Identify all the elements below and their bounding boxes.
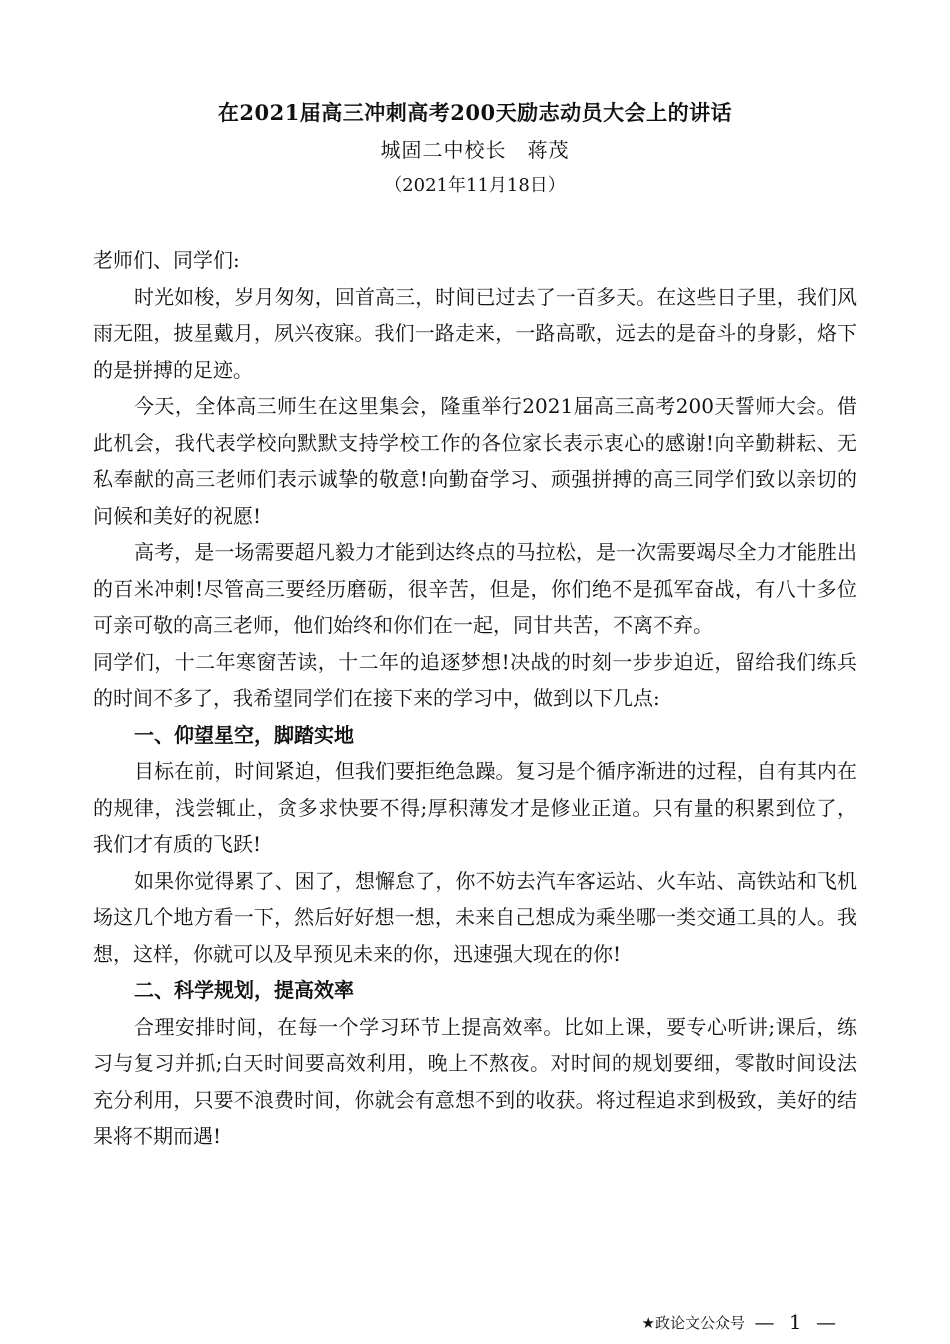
- section-heading: 一、仰望星空，脚踏实地: [134, 722, 354, 747]
- section-heading: 二、科学规划，提高效率: [134, 978, 354, 1002]
- document-author: 城固二中校长 蒋茂: [380, 138, 570, 162]
- paragraph: 今天，全体高三师生在这里集会，隆重举行2021届高三高考200天誓师大会。借此机会，我代表学校向默默支持学校工作的各位家长表示衷心的感谢!向辛勤耕耘、无私奉献的高三老师们表示诚挚的敬意!向勤奋学习、顽强拼搏的高三同学们致以亲切的问候和美好的祝愿!: [93, 394, 857, 528]
- footer-brand: ★政论文公众号: [641, 1314, 745, 1332]
- page-footer: [0, 1308, 950, 1338]
- document-body: [93, 242, 857, 1155]
- document-date: （2021年11月18日）: [384, 175, 566, 196]
- paragraph: 高考，是一场需要超凡毅力才能到达终点的马拉松，是一次需要竭尽全力才能胜出的百米冲刺!尽管高三要经历磨砺，很辛苦，但是，你们绝不是孤军奋战，有八十多位可亲可敬的高三老师，他们始终和你们在一起，同甘共苦，不离不弃。: [93, 540, 857, 637]
- paragraph: 同学们，十二年寒窗苦读，十二年的追逐梦想!决战的时刻一步步迫近，留给我们练兵的时间不多了，我希望同学们在接下来的学习中，做到以下几点:: [93, 649, 857, 710]
- page-number: — 1 —: [754, 1310, 840, 1334]
- document-title: 在2021届高三冲刺高考200天励志动员大会上的讲话: [217, 100, 733, 125]
- salutation: 老师们、同学们:: [93, 248, 240, 272]
- paragraph: 时光如梭，岁月匆匆，回首高三，时间已过去了一百多天。在这些日子里，我们风雨无阻，披星戴月，夙兴夜寐。我们一路走来，一路高歌，远去的是奋斗的身影，烙下的是拼搏的足迹。: [93, 284, 857, 382]
- paragraph: 目标在前，时间紧迫，但我们要拒绝急躁。复习是个循序渐进的过程，自有其内在的规律，浅尝辄止，贪多求快要不得;厚积薄发才是修业正道。只有量的积累到位了，我们才有质的飞跃!: [93, 759, 857, 856]
- paragraph: 如果你觉得累了、困了，想懈怠了，你不妨去汽车客运站、火车站、高铁站和飞机场这几个地方看一下，然后好好想一想，未来自己想成为乘坐哪一类交通工具的人。我想，这样，你就可以及早预见未来的你，迅速强大现在的你!: [93, 868, 857, 966]
- paragraph: 合理安排时间，在每一个学习环节上提高效率。比如上课，要专心听讲;课后，练习与复习并抓;白天时间要高效利用，晚上不熬夜。对时间的规划要细，零散时间设法充分利用，只要不浪费时间，你就会有意想不到的收获。将过程追求到极致，美好的结果将不期而遇!: [93, 1014, 857, 1148]
